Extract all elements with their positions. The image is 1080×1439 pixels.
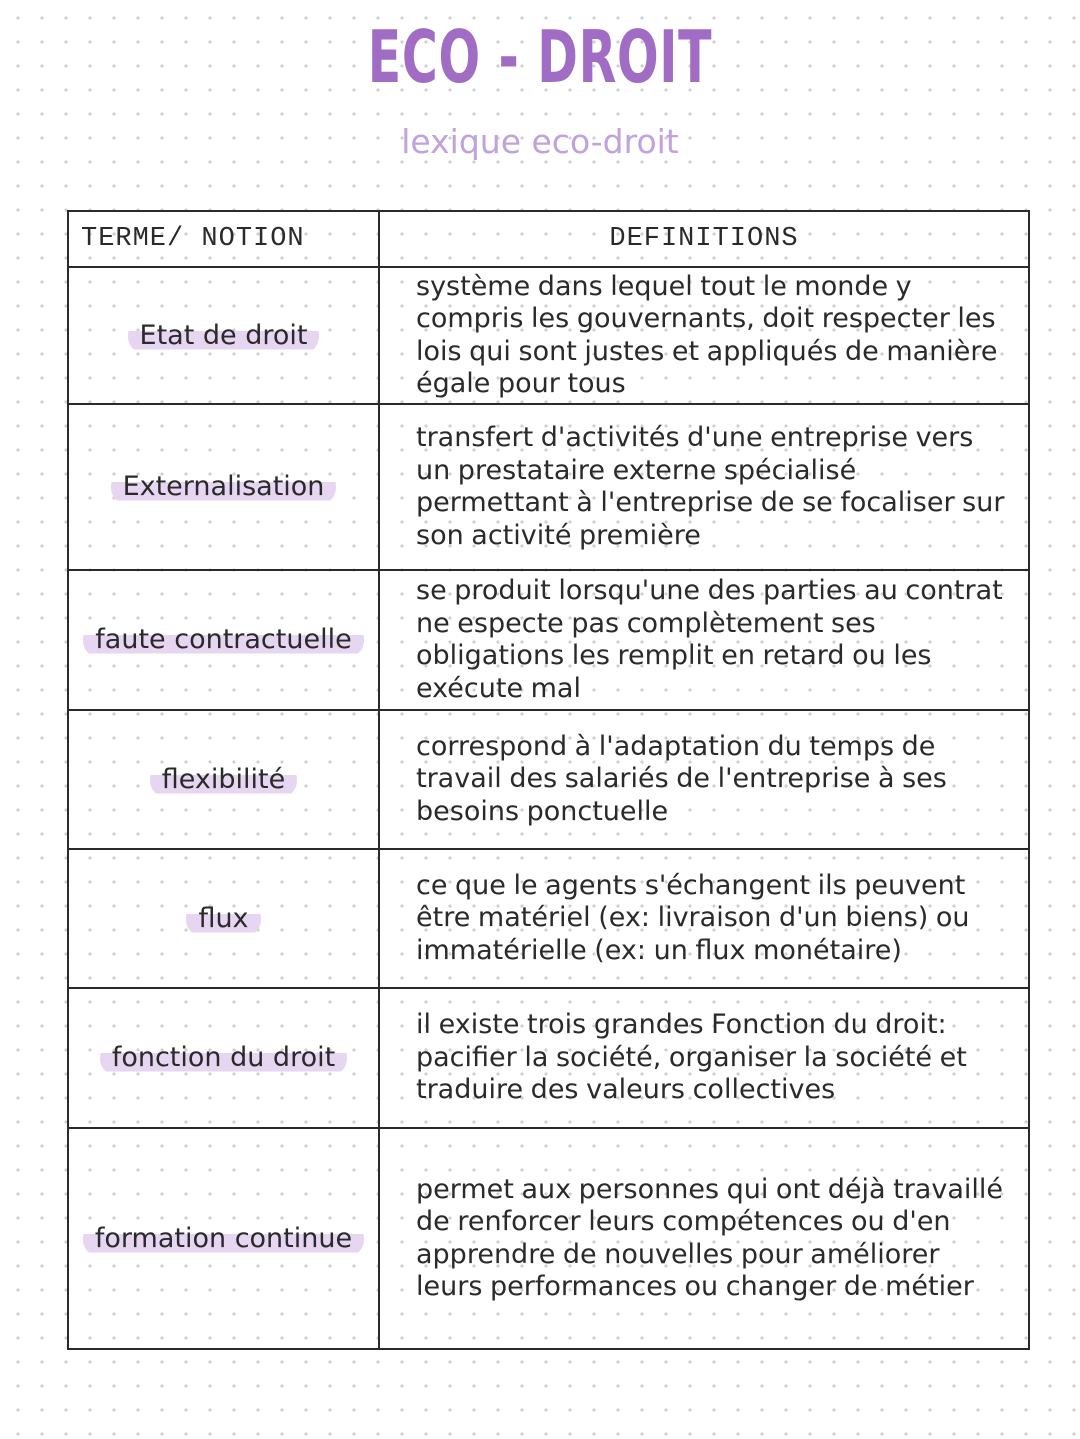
term-etat-de-droit: Etat de droit [128,319,320,353]
definition-cell [379,849,1029,988]
definition-text: système dans lequel tout le monde y compris les gouvernants, doit respecter les lois qui sont justes et appliqués de manière égale pour tous [416,270,998,399]
page-title: ECO - DROIT [367,15,713,99]
table-row [68,404,1029,570]
definition-text: se produit lorsqu'une des parties au contrat ne especte pas complètement ses obligations les remplit en retard ou les exécute mal [416,575,1003,704]
term-flux: flux [186,902,260,936]
table-row [68,710,1029,849]
table-row [68,570,1029,710]
term-cell [68,570,379,710]
table-row [68,1128,1029,1349]
page-subtitle: lexique eco-droit [401,122,679,161]
term-cell [68,267,379,404]
header-definition: DEFINITIONS [379,211,1029,267]
definition-text: transfert d'activités d'une entreprise vers un prestataire externe spécialisé permettant à l'entreprise de se focaliser sur son activité première [416,422,1005,551]
term-faute-contractuelle: faute contractuelle [83,623,363,657]
definition-cell [379,1128,1029,1349]
term-cell [68,710,379,849]
definition-text: il existe trois grandes Fonction du droit: pacifier la société, organiser la société et traduire des valeurs collectives [416,1009,967,1106]
table-row [68,267,1029,404]
table-row [68,988,1029,1128]
definition-text: ce que le agents s'échangent ils peuvent être matériel (ex: livraison d'un biens) ou immatérielle (ex: un flux monétaire) [416,869,970,966]
definition-cell [379,570,1029,710]
table-header-row [68,211,1029,267]
term-externalisation: Externalisation [111,470,337,504]
term-cell [68,849,379,988]
definition-cell [379,710,1029,849]
term-formation-continue: formation continue [83,1222,364,1256]
table-row [68,849,1029,988]
term-fonction-du-droit: fonction du droit [100,1041,347,1075]
header-term: TERME/ NOTION [68,211,379,267]
definition-text: correspond à l'adaptation du temps de travail des salariés de l'entreprise à ses besoins ponctuelle [416,730,947,827]
term-cell [68,988,379,1128]
definition-cell [379,267,1029,404]
lexicon-table [67,210,1030,1350]
term-cell [68,404,379,570]
term-flexibilite: flexibilité [150,763,297,797]
term-cell [68,1128,379,1349]
definition-text: permet aux personnes qui ont déjà travaillé de renforcer leurs compétences ou d'en apprendre de nouvelles pour améliorer leurs performances ou changer de métier [416,1173,1003,1302]
definition-cell [379,404,1029,570]
definition-cell [379,988,1029,1128]
